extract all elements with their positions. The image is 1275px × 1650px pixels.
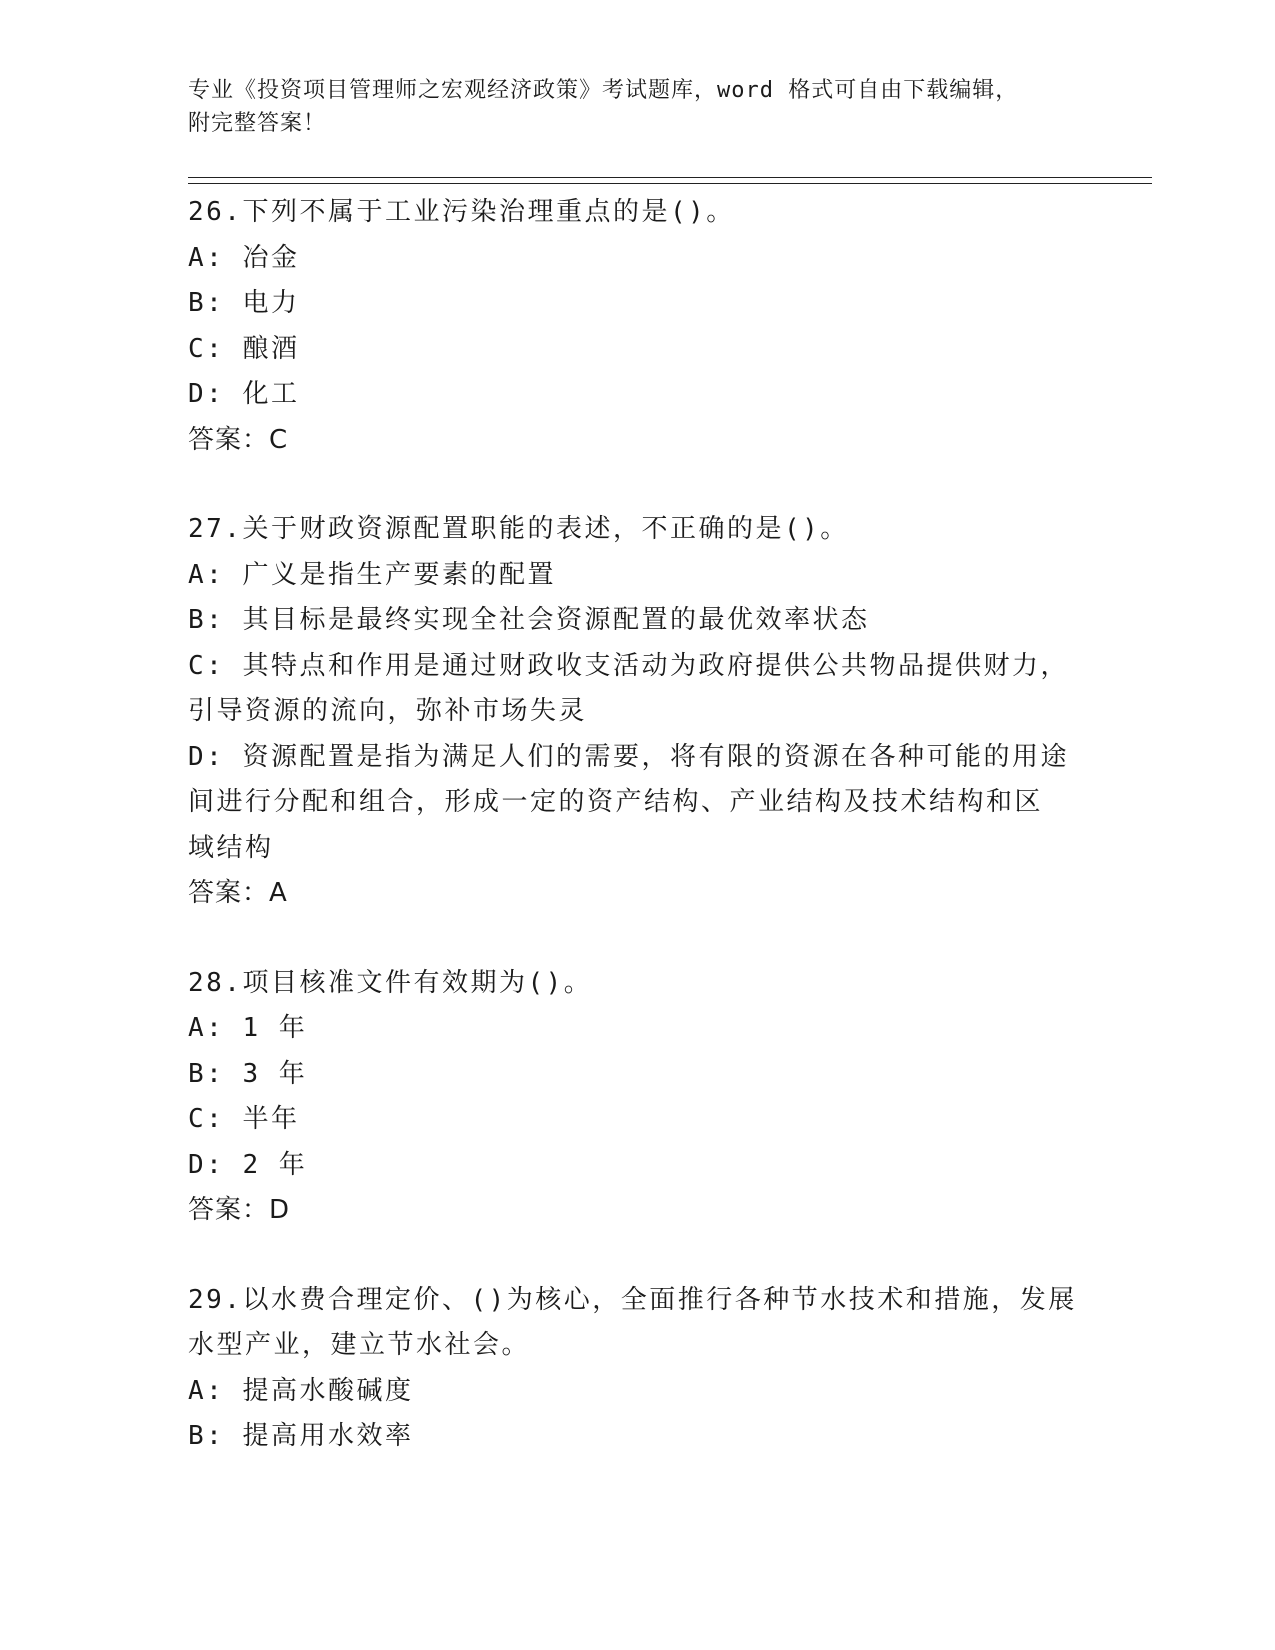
option-a: A: 冶金 <box>188 242 300 273</box>
question-list <box>188 190 1088 1504</box>
question-stem: 28.项目核准文件有效期为()。 <box>188 967 593 998</box>
question-stem: 26.下列不属于工业污染治理重点的是()。 <box>188 197 735 227</box>
option-d: D: 2 年 <box>188 1149 308 1180</box>
header-divider-top <box>188 177 1152 178</box>
question-stem: 29.以水费合理定价、()为核心，全面推行各种节水技术和措施，发展 <box>188 1284 1077 1315</box>
option-c-continued: 引导资源的流向，弥补市场失灵 <box>188 696 588 726</box>
option-a: A: 广义是指生产要素的配置 <box>188 559 556 590</box>
question-28 <box>188 961 1088 1234</box>
answer: 答案：D <box>188 1195 291 1225</box>
header-line-2: 附完整答案！ <box>188 111 327 136</box>
question-stem-continued: 水型产业，建立节水社会。 <box>188 1330 531 1360</box>
option-b: B: 3 年 <box>188 1058 308 1089</box>
header-line-1: 专业《投资项目管理师之宏观经济政策》考试题库，word 格式可自由下载编辑， <box>188 78 1019 103</box>
answer: 答案：C <box>188 424 289 455</box>
header-divider-bottom <box>188 183 1152 184</box>
answer: 答案：A <box>188 878 288 908</box>
question-27 <box>188 507 1088 917</box>
option-b: B: 其目标是最终实现全社会资源配置的最优效率状态 <box>188 605 870 635</box>
option-d: D: 化工 <box>188 379 300 409</box>
option-b: B: 提高用水效率 <box>188 1421 414 1451</box>
option-c: C: 其特点和作用是通过财政收支活动为政府提供公共物品提供财力， <box>188 650 1069 681</box>
question-29 <box>188 1278 1088 1460</box>
question-stem: 27.关于财政资源配置职能的表述，不正确的是()。 <box>188 514 849 544</box>
option-d-continued: 域结构 <box>188 832 274 863</box>
question-26 <box>188 190 1088 463</box>
option-d-continued: 间进行分配和组合，形成一定的资产结构、产业结构及技术结构和区 <box>188 787 1044 817</box>
option-a: A: 提高水酸碱度 <box>188 1375 414 1406</box>
option-b: B: 电力 <box>188 288 300 318</box>
document-header <box>188 74 1088 140</box>
option-d: D: 资源配置是指为满足人们的需要，将有限的资源在各种可能的用途 <box>188 741 1069 772</box>
option-a: A: 1 年 <box>188 1013 308 1043</box>
option-c: C: 半年 <box>188 1104 300 1134</box>
option-c: C: 酿酒 <box>188 333 300 364</box>
